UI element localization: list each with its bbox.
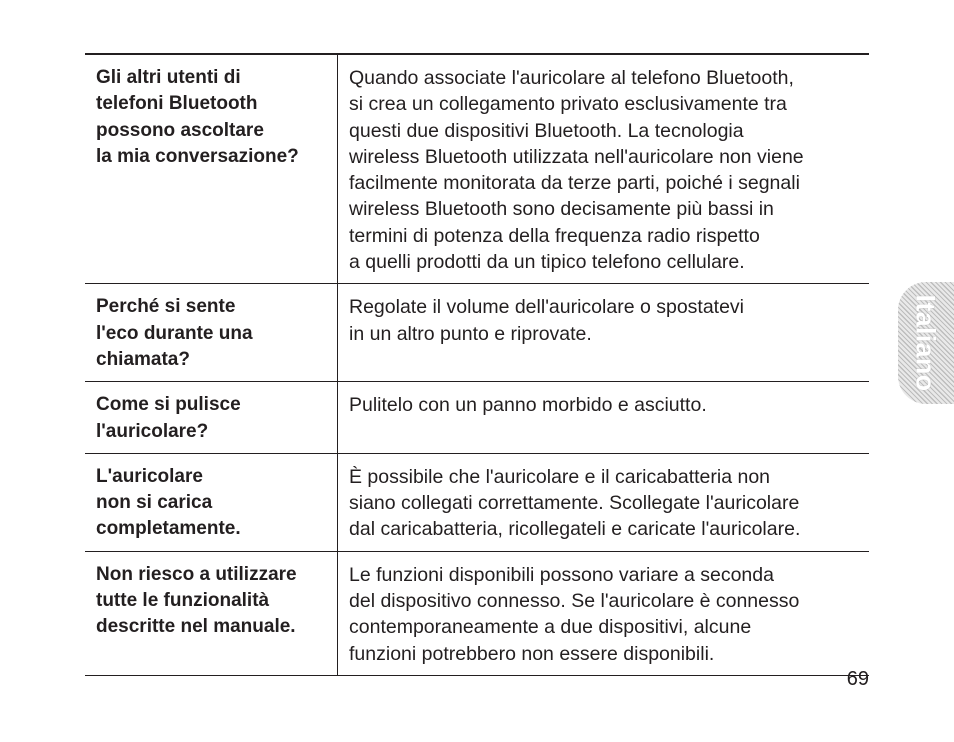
faq-table [85,53,869,676]
question-cell [85,382,338,454]
answer-text: Quando associate l'auricolare al telefono Bluetooth, si crea un collegamento privato esclusivamente tra questi due dispositivi Bluetooth. La tecnologia wireless Bluetooth utilizzata nell'auricolare non viene facilmente monitorata da terze parti, poiché i segnali wireless Bluetooth sono decisamente più bassi in termini di potenza della frequenza radio rispetto a quelli prodotti da un tipico telefono cellulare. [349,67,804,274]
question-text: Non riesco a utilizzare tutte le funzionalità descritte nel manuale. [96,563,297,638]
answer-cell [338,284,870,382]
page-number: 69 [846,668,869,690]
faq-row [85,284,869,382]
faq-row [85,382,869,454]
answer-cell [338,453,870,551]
faq-row [85,551,869,675]
answer-text: Pulitelo con un panno morbido e asciutto. [349,394,707,417]
question-cell [85,284,338,382]
answer-text: Regolate il volume dell'auricolare o spostatevi in un altro punto e riprovate. [349,296,745,345]
question-cell [85,551,338,675]
question-text: Come si pulisce l'auricolare? [96,394,241,442]
answer-cell [338,551,870,675]
question-text: Perché si sente l'eco durante una chiamata? [96,296,253,370]
faq-row [85,54,869,284]
answer-cell [338,382,870,454]
question-text: Gli altri utenti di telefoni Bluetooth possono ascoltare la mia conversazione? [96,67,299,167]
answer-text: Le funzioni disponibili possono variare a seconda del dispositivo connesso. Se l'auricolare è connesso contemporaneamente a due dispositivi, alcune funzioni potrebbero non essere disponibili. [349,563,800,665]
question-cell [85,453,338,551]
answer-text: È possibile che l'auricolare e il caricabatteria non siano collegati correttamente. Scollegate l'auricolare dal caricabatteria, ricollegateli e caricate l'auricolare. [349,465,801,541]
language-tab-label: Italiano [910,294,941,392]
question-text: L'auricolare non si carica completamente. [96,465,241,540]
question-cell [85,54,338,284]
faq-row [85,453,869,551]
answer-cell [338,54,870,284]
